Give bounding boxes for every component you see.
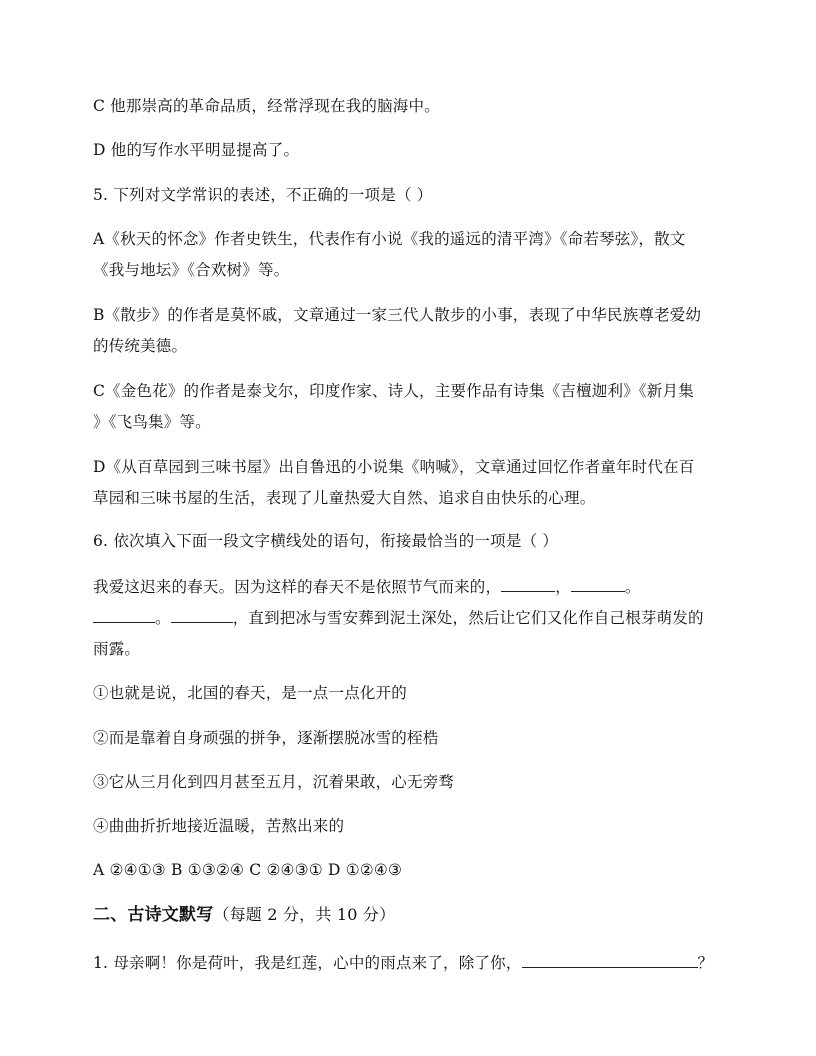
section-2-score: （每题 2 分，共 10 分） <box>213 905 396 924</box>
question-5-stem: 5. 下列对文学常识的表述，不正确的一项是（ ） <box>93 186 433 204</box>
passage-line-1 <box>93 577 733 597</box>
fill-blank-2[interactable] <box>571 577 625 592</box>
option-c-line: C 他那崇高的革命品质，经常浮现在我的脑海中。 <box>93 97 440 115</box>
q1-text: 1. 母亲啊！你是荷叶，我是红莲，心中的雨点来了，除了你， <box>93 954 522 972</box>
q5-option-a-line1: A《秋天的怀念》作者史铁生，代表作有小说《我的遥远的清平湾》《命若琴弦》，散文 <box>93 230 686 248</box>
q1-answer-blank[interactable] <box>522 953 698 968</box>
passage-text-1: 我爱这迟来的春天。因为这样的春天不是依照节气而来的， <box>93 578 502 596</box>
fill-blank-4[interactable] <box>171 608 233 623</box>
section-2-question-1 <box>93 953 733 973</box>
answer-choices-line: A ②④①③ B ①③②④ C ②④③① D ①②④③ <box>93 861 403 879</box>
passage-period-2: 。 <box>155 609 171 627</box>
q5-option-b-line2: 的传统美德。 <box>93 337 188 355</box>
q5-option-d-line1: D《从百草园到三味书屋》出自鲁迅的小说集《呐喊》，文章通过回忆作者童年时代在百 <box>93 458 695 476</box>
q5-option-b-line1: B《散步》的作者是莫怀戚，文章通过一家三代人散步的小事，表现了中华民族尊老爱幼 <box>93 306 702 324</box>
q5-option-c-line1: C《金色花》的作者是泰戈尔，印度作家、诗人，主要作品有诗集《吉檀迦利》《新月集 <box>93 382 694 400</box>
q5-option-a-line2: 《我与地坛》《合欢树》等。 <box>93 261 290 279</box>
question-6-stem: 6. 依次填入下面一段文字横线处的语句，衔接最恰当的一项是（ ） <box>93 532 559 550</box>
option-1-line: ①也就是说，北国的春天，是一点一点化开的 <box>93 684 408 702</box>
q1-question-mark: ？ <box>697 954 714 972</box>
option-d-line: D 他的写作水平明显提高了。 <box>93 141 300 159</box>
section-2-heading <box>93 905 733 925</box>
section-2-title: 二、古诗文默写 <box>93 905 214 925</box>
passage-line-3: 雨露。 <box>93 640 141 658</box>
passage-text-2: ，直到把冰与雪安葬到泥土深处，然后让它们又化作自己根芽萌发的 <box>232 609 704 627</box>
passage-comma: ， <box>555 578 571 596</box>
option-3-line: ③它从三月化到四月甚至五月，沉着果敢，心无旁骛 <box>93 773 455 791</box>
q5-option-c-line2: 》《飞鸟集》等。 <box>93 413 211 431</box>
option-2-line: ②而是靠着自身顽强的拼争，逐渐摆脱冰雪的桎梏 <box>93 729 439 747</box>
passage-line-2 <box>93 608 733 628</box>
q5-option-d-line2: 草园和三味书屋的生活，表现了儿童热爱大自然、追求自由快乐的心理。 <box>93 489 596 507</box>
fill-blank-1[interactable] <box>501 577 555 592</box>
passage-period: 。 <box>624 578 641 596</box>
fill-blank-3[interactable] <box>93 608 155 623</box>
option-4-line: ④曲曲折折地接近温暖，苦熬出来的 <box>93 817 345 835</box>
